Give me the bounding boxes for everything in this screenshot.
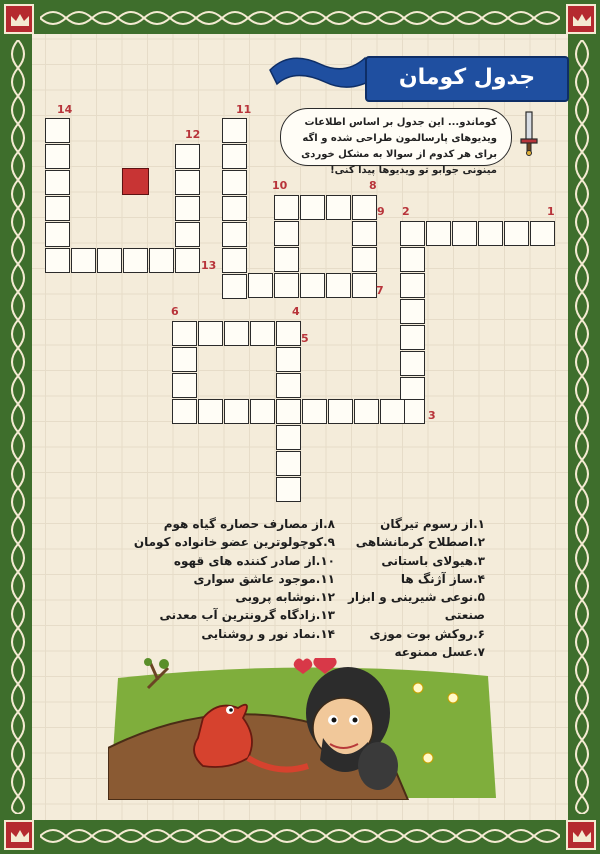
page-title: جدول کومان xyxy=(365,56,569,102)
clue-number: 10 xyxy=(272,179,288,192)
crossword-cell[interactable] xyxy=(250,399,275,424)
crossword-cell[interactable] xyxy=(198,399,223,424)
crossword-cell[interactable] xyxy=(172,347,197,372)
crossword-cell[interactable] xyxy=(400,351,425,376)
crossword-cell[interactable] xyxy=(172,373,197,398)
crossword-cell[interactable] xyxy=(274,273,299,298)
clue-item: ۱.از رسوم تیرگان xyxy=(380,517,485,531)
crossword-cell[interactable] xyxy=(300,273,325,298)
crossword-cell[interactable] xyxy=(276,399,301,424)
clues-list-right xyxy=(335,515,485,661)
crossword-cell[interactable] xyxy=(302,399,327,424)
clue-item: ۱۰.از صادر کننده های قهوه xyxy=(173,553,335,568)
crossword-cell[interactable] xyxy=(45,196,70,221)
crossword-cell[interactable] xyxy=(400,299,425,324)
crossword-cell[interactable] xyxy=(274,247,299,272)
clues-list-left xyxy=(130,515,335,643)
crossword-cell[interactable] xyxy=(224,321,249,346)
crossword-cell[interactable] xyxy=(452,221,477,246)
lizard-character-illustration xyxy=(108,658,498,800)
clue-item: ۷.عسل ممنوعه xyxy=(394,645,485,660)
clue-number: 5 xyxy=(301,332,309,345)
crossword-cell[interactable] xyxy=(352,195,377,220)
clue-item: ۹.کوچولوترین عضو خانواده کومان xyxy=(133,535,335,550)
clue-number: 4 xyxy=(292,305,300,318)
clue-number: 3 xyxy=(428,409,436,422)
clue-number: 12 xyxy=(185,128,201,141)
crossword-cell[interactable] xyxy=(276,321,301,346)
crossword-cell[interactable] xyxy=(328,399,353,424)
crossword-cell[interactable] xyxy=(300,195,325,220)
crossword-cell[interactable] xyxy=(123,248,148,273)
clue-item: ۶.روکش بوت موزی xyxy=(369,626,485,641)
crossword-cell[interactable] xyxy=(45,222,70,247)
clue-number: 8 xyxy=(369,179,377,192)
clue-number: 2 xyxy=(402,205,410,218)
intro-text: کوماندو... این جدول بر اساس اطلاعات ویدیوهای پارسالمون طراحی شده و اگه برای هر کدوم از سوالا به مشکل خوردی مینونی جوابو تو ویدیوها پیدا کنی! xyxy=(280,108,512,166)
crossword-cell[interactable] xyxy=(248,273,273,298)
crossword-cell[interactable] xyxy=(175,196,200,221)
crossword-cell[interactable] xyxy=(222,170,247,195)
crossword-cell[interactable] xyxy=(45,170,70,195)
clue-number: 9 xyxy=(377,205,385,218)
crossword-cell[interactable] xyxy=(45,118,70,143)
crossword-cell[interactable] xyxy=(172,399,197,424)
crossword-cell[interactable] xyxy=(198,321,223,346)
crossword-cell[interactable] xyxy=(224,399,249,424)
crossword-cell[interactable] xyxy=(276,477,301,502)
crossword-cell[interactable] xyxy=(352,273,377,298)
crossword-cell[interactable] xyxy=(380,399,405,424)
crossword-cell[interactable] xyxy=(276,451,301,476)
crossword-cell[interactable] xyxy=(222,196,247,221)
crossword-cell[interactable] xyxy=(400,273,425,298)
crossword-cell[interactable] xyxy=(222,222,247,247)
clue-item: ۱۱.موجود عاشق سواری xyxy=(193,571,335,586)
crossword-cell[interactable] xyxy=(172,321,197,346)
crossword-cell[interactable] xyxy=(222,248,247,273)
clue-number: 11 xyxy=(236,103,252,116)
crossword-cell[interactable] xyxy=(276,425,301,450)
crossword-cell[interactable] xyxy=(352,247,377,272)
crossword-cell[interactable] xyxy=(71,248,96,273)
crossword-cell[interactable] xyxy=(400,247,425,272)
crossword-cell[interactable] xyxy=(45,144,70,169)
crossword-cell[interactable] xyxy=(222,144,247,169)
crossword-cell[interactable] xyxy=(175,222,200,247)
crossword-cell[interactable] xyxy=(504,221,529,246)
crossword-cell[interactable] xyxy=(222,274,247,299)
crossword-cell[interactable] xyxy=(354,399,379,424)
clue-number: 7 xyxy=(376,284,384,297)
crossword-cell[interactable] xyxy=(426,221,451,246)
crossword-cell[interactable] xyxy=(175,248,200,273)
crossword-cell[interactable] xyxy=(400,221,425,246)
clue-number: 6 xyxy=(171,305,179,318)
crossword-cell[interactable] xyxy=(400,325,425,350)
crossword-cell[interactable] xyxy=(97,248,122,273)
crossword-cell[interactable] xyxy=(276,373,301,398)
clue-item: ۵.نوعی شیرینی و ابزار صنعتی xyxy=(347,590,485,623)
crossword-cell[interactable] xyxy=(175,170,200,195)
blocked-cell xyxy=(122,168,149,195)
crossword-cell[interactable] xyxy=(352,221,377,246)
clue-item: ۱۴.نماد نور و روشنایی xyxy=(201,626,335,641)
clue-item: ۸.از مصارف حصاره گیاه هوم xyxy=(163,517,335,531)
crossword-cell[interactable] xyxy=(175,144,200,169)
crossword-cell[interactable] xyxy=(478,221,503,246)
crossword-cell[interactable] xyxy=(222,118,247,143)
clue-number: 14 xyxy=(57,103,73,116)
crossword-cell[interactable] xyxy=(274,221,299,246)
crossword-cell[interactable] xyxy=(250,321,275,346)
clue-item: ۳.هیولای باستانی xyxy=(381,553,485,568)
clue-item: ۲.اصطلاح کرمانشاهی xyxy=(355,535,485,550)
clue-item: ۴.ساز آژنگ ها xyxy=(400,571,485,586)
crossword-cell[interactable] xyxy=(274,195,299,220)
crossword-cell[interactable] xyxy=(149,248,174,273)
clue-item: ۱۳.زادگاه گرونترین آب معدنی xyxy=(159,608,335,623)
clue-number: 13 xyxy=(201,259,217,272)
crossword-cell[interactable] xyxy=(326,273,351,298)
crossword-cell[interactable] xyxy=(45,248,70,273)
crossword-cell[interactable] xyxy=(326,195,351,220)
crossword-cell[interactable] xyxy=(276,347,301,372)
clue-number: 1 xyxy=(547,205,555,218)
clue-item: ۱۲.نوشابه پروبی xyxy=(235,590,335,605)
crossword-cell[interactable] xyxy=(530,221,555,246)
